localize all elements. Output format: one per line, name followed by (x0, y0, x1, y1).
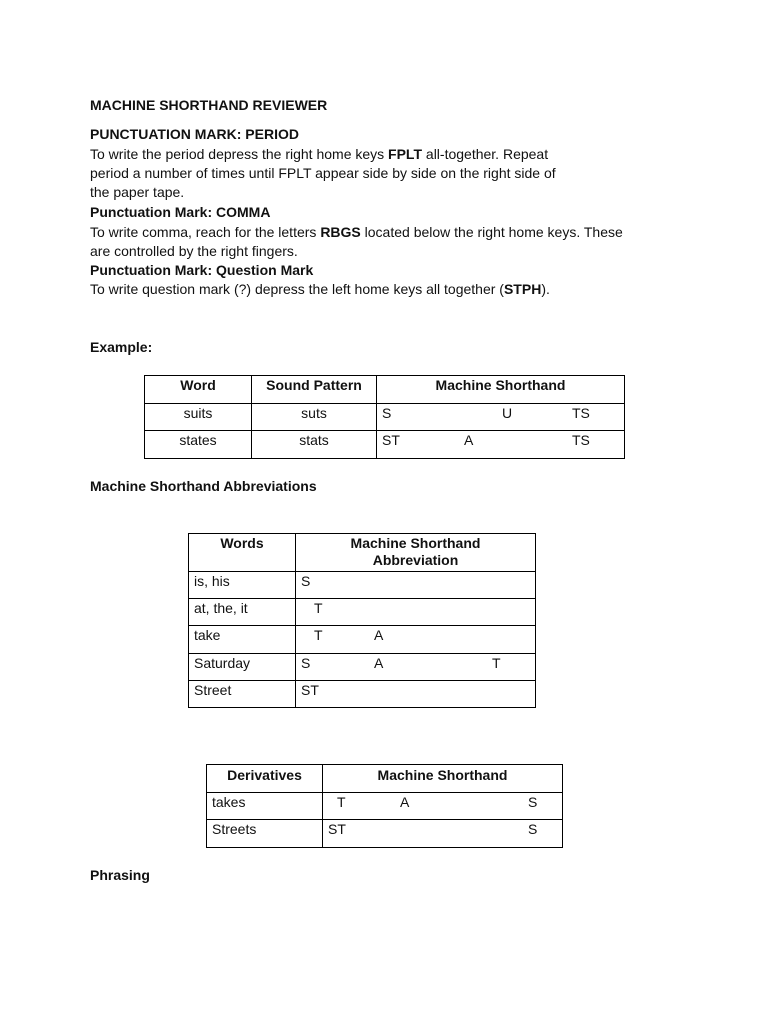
abbrev-word: take (189, 626, 296, 654)
deriv-shorthand (323, 793, 563, 820)
abbreviations-heading: Machine Shorthand Abbreviations (90, 478, 317, 494)
example-shorthand (377, 404, 625, 431)
stroke-segment: TS (572, 432, 590, 448)
stroke-segment: ST (382, 432, 400, 448)
abbrev-header-shorthand (296, 534, 536, 572)
question-heading: Punctuation Mark: Question Mark (90, 262, 314, 278)
derivatives-table (206, 764, 563, 848)
example-header-sound: Sound Pattern (252, 376, 377, 404)
example-sound: stats (252, 431, 377, 459)
example-word: suits (145, 404, 252, 431)
stroke-segment: T (492, 655, 501, 671)
stroke-segment: A (464, 432, 474, 448)
comma-keys: RBGS (320, 224, 361, 240)
comma-line-2: are controlled by the right fingers. (90, 243, 298, 259)
comma-text-b: located below the right home keys. These (360, 224, 623, 240)
stroke-segment: U (502, 405, 513, 421)
abbrev-header-words: Words (189, 534, 296, 572)
question-keys: STPH (503, 281, 542, 297)
table-row (207, 793, 563, 820)
stroke-segment: T (314, 627, 323, 643)
deriv-word: takes (207, 793, 323, 820)
table-row (189, 599, 536, 626)
abbrev-shorthand (296, 681, 536, 708)
example-header-word: Word (145, 376, 252, 404)
comma-text-a: To write comma, reach for the letters (90, 224, 321, 240)
table-row (189, 626, 536, 654)
abbreviation-table (188, 533, 536, 708)
stroke-segment: S (301, 655, 311, 671)
stroke-segment: S (301, 573, 311, 589)
abbrev-header-shorthand-text: Machine Shorthand Abbreviation (350, 535, 481, 568)
abbrev-shorthand (296, 654, 536, 681)
deriv-header-derivatives: Derivatives (207, 765, 323, 793)
stroke-segment: ST (328, 821, 346, 837)
question-line-1 (90, 280, 690, 299)
stroke-segment: A (374, 655, 384, 671)
abbrev-shorthand (296, 599, 536, 626)
period-text-b: all-together. Repeat (422, 146, 549, 162)
abbrev-word: is, his (189, 572, 296, 599)
example-shorthand (377, 431, 625, 459)
example-word: states (145, 431, 252, 459)
abbrev-word: at, the, it (189, 599, 296, 626)
example-label: Example: (90, 339, 153, 355)
question-text-a: To write question mark (?) depress the left home keys all together ( (90, 281, 504, 297)
table-row (189, 681, 536, 708)
period-line-2: period a number of times until FPLT appear side by side on the right side of (90, 165, 556, 181)
abbrev-word: Saturday (189, 654, 296, 681)
table-row (189, 654, 536, 681)
example-sound: suts (252, 404, 377, 431)
abbrev-shorthand (296, 572, 536, 599)
phrasing-heading: Phrasing (90, 867, 150, 883)
comma-paragraph (90, 223, 690, 261)
period-text-a: To write the period depress the right home keys (90, 146, 389, 162)
deriv-header-shorthand: Machine Shorthand (323, 765, 563, 793)
period-keys: FPLT (388, 146, 423, 162)
deriv-word: Streets (207, 820, 323, 848)
period-line-1 (90, 145, 690, 164)
example-table (144, 375, 625, 459)
stroke-segment: T (337, 794, 346, 810)
comma-heading: Punctuation Mark: COMMA (90, 204, 271, 220)
abbrev-word: Street (189, 681, 296, 708)
question-paragraph (90, 280, 690, 299)
table-row (207, 820, 563, 848)
stroke-segment: T (314, 600, 323, 616)
comma-line-1 (90, 223, 690, 242)
deriv-shorthand (323, 820, 563, 848)
example-header-shorthand: Machine Shorthand (377, 376, 625, 404)
stroke-segment: A (400, 794, 410, 810)
abbrev-shorthand (296, 626, 536, 654)
stroke-segment: A (374, 627, 384, 643)
table-row (145, 431, 625, 459)
table-row (145, 404, 625, 431)
stroke-segment: TS (572, 405, 590, 421)
question-text-b: ). (541, 281, 550, 297)
stroke-segment: ST (301, 682, 319, 698)
table-row (189, 572, 536, 599)
period-line-3: the paper tape. (90, 184, 185, 200)
stroke-segment: S (528, 794, 538, 810)
period-heading: PUNCTUATION MARK: PERIOD (90, 126, 299, 142)
document-title: MACHINE SHORTHAND REVIEWER (90, 97, 328, 113)
stroke-segment: S (382, 405, 392, 421)
stroke-segment: S (528, 821, 538, 837)
period-paragraph (90, 145, 690, 202)
